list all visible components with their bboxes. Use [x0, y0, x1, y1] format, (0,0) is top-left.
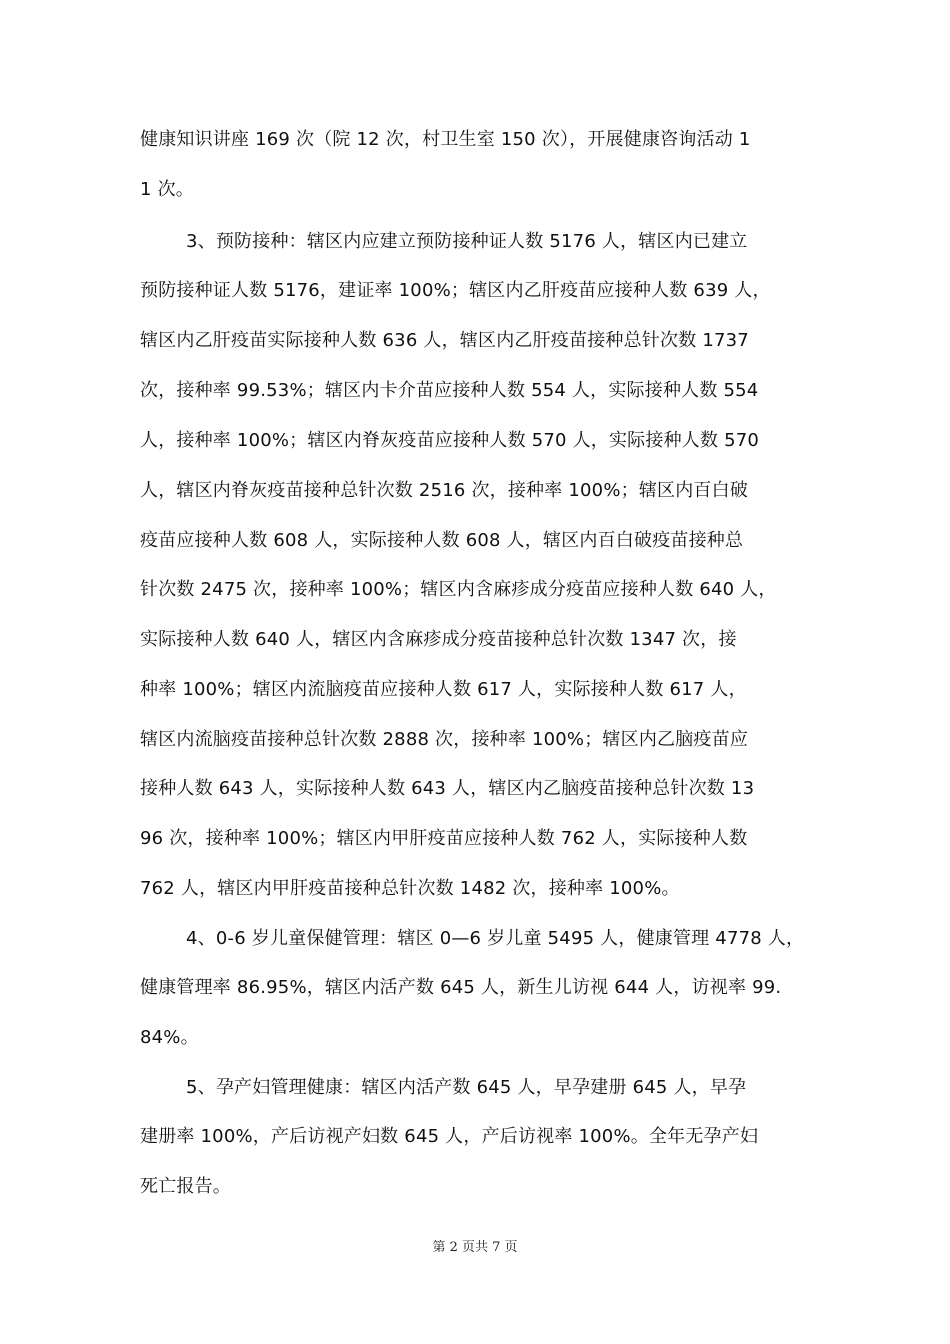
text-line: 人，辖区内脊灰疫苗接种总针次数 2516 次，接种率 100%；辖区内百白破	[140, 480, 749, 501]
text-line: 实际接种人数 640 人，辖区内含麻疹成分疫苗接种总针次数 1347 次，接	[140, 629, 737, 650]
text-line: 健康管理率 86.95%，辖区内活产数 645 人，新生儿访视 644 人，访视率 99.	[140, 977, 782, 998]
text-line: 84%。	[140, 1027, 199, 1048]
text-line: 接种人数 643 人，实际接种人数 643 人，辖区内乙脑疫苗接种总针次数 13	[140, 778, 755, 799]
text-line: 1 次。	[140, 179, 194, 200]
text-line: 针次数 2475 次，接种率 100%；辖区内含麻疹成分疫苗应接种人数 640 人，	[140, 579, 777, 600]
text-line: 人，接种率 100%；辖区内脊灰疫苗应接种人数 570 人，实际接种人数 570	[140, 430, 760, 451]
text-line: 96 次，接种率 100%；辖区内甲肝疫苗应接种人数 762 人，实际接种人数	[140, 828, 748, 849]
text-line: 辖区内乙肝疫苗实际接种人数 636 人，辖区内乙肝疫苗接种总针次数 1737	[140, 330, 749, 351]
text-line: 762 人，辖区内甲肝疫苗接种总针次数 1482 次，接种率 100%。	[140, 878, 680, 899]
page-footer: 第 2 页共 7 页	[432, 1240, 518, 1255]
text-line: 辖区内流脑疫苗接种总针次数 2888 次，接种率 100%；辖区内乙脑疫苗应	[140, 729, 749, 750]
text-line: 4、0-6 岁儿童保健管理：辖区 0—6 岁儿童 5495 人，健康管理 4778 人，	[186, 928, 805, 949]
text-line: 建册率 100%，产后访视产妇数 645 人，产后访视率 100%。全年无孕产妇	[140, 1126, 759, 1147]
text-line: 健康知识讲座 169 次（院 12 次，村卫生室 150 次），开展健康咨询活动 1	[140, 129, 751, 150]
text-line: 种率 100%；辖区内流脑疫苗应接种人数 617 人，实际接种人数 617 人，	[140, 679, 747, 700]
text-line: 5、孕产妇管理健康：辖区内活产数 645 人，早孕建册 645 人，早孕	[186, 1077, 747, 1098]
text-line: 次，接种率 99.53%；辖区内卡介苗应接种人数 554 人，实际接种人数 554	[140, 380, 759, 401]
text-line: 3、预防接种：辖区内应建立预防接种证人数 5176 人，辖区内已建立	[186, 231, 748, 252]
text-line: 疫苗应接种人数 608 人，实际接种人数 608 人，辖区内百白破疫苗接种总	[140, 530, 744, 551]
text-line: 死亡报告。	[140, 1176, 231, 1197]
text-line: 预防接种证人数 5176，建证率 100%；辖区内乙肝疫苗应接种人数 639 人，	[140, 280, 771, 301]
